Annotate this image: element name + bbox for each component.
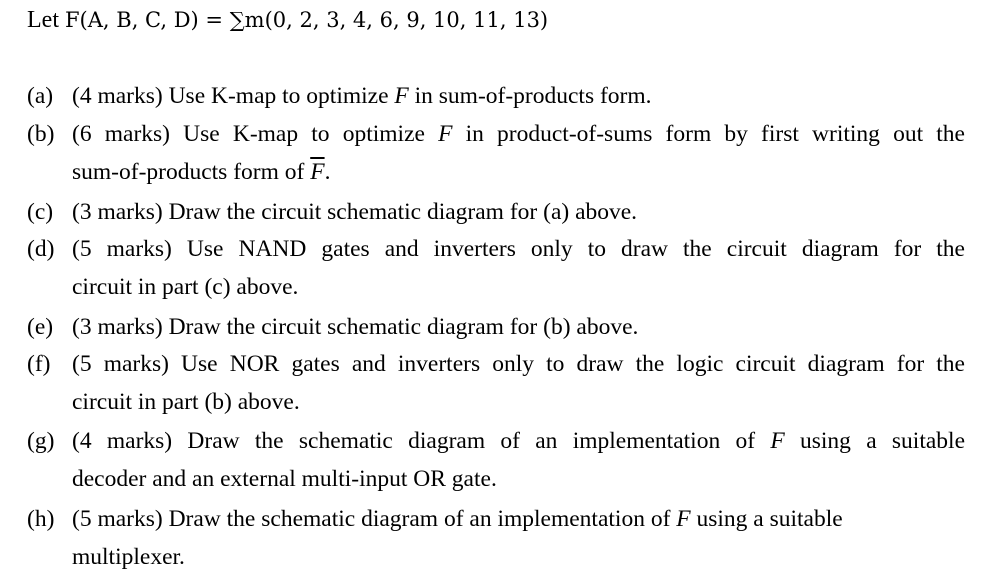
question-text: (3 marks) Draw the circuit schematic diagram for (b) above. [72, 314, 639, 340]
question-f [27, 349, 965, 417]
question-d [27, 234, 965, 302]
question-text: (4 marks) Use K-map to optimize F in sum-of-products form. [72, 83, 652, 109]
question-c [27, 197, 965, 227]
question-label: (f) [27, 351, 51, 377]
question-text: (5 marks) Use NOR gates and inverters only to draw the logic circuit diagram for the [72, 351, 965, 377]
question-g [27, 426, 965, 494]
question-text-continued: decoder and an external multi-input OR gate. [72, 466, 497, 492]
question-b [27, 119, 965, 187]
question-text: (5 marks) Use NAND gates and inverters only to draw the circuit diagram for the [72, 236, 965, 262]
function-definition [27, 4, 548, 36]
question-label: (e) [27, 314, 54, 340]
question-label: (a) [27, 83, 54, 109]
question-text-continued: multiplexer. [72, 544, 185, 570]
minterm-expression: F(A, B, C, D) = ∑m(0, 2, 3, 4, 6, 9, 10, 11, 13) [64, 8, 549, 32]
question-text-continued: circuit in part (b) above. [72, 389, 300, 415]
question-text-continued: circuit in part (c) above. [72, 274, 299, 300]
question-a [27, 81, 965, 111]
intro-prefix: Let [27, 7, 65, 33]
question-h [27, 504, 965, 572]
question-label: (b) [27, 121, 55, 147]
question-text-continued: sum-of-products form of $\overline{F}$. [72, 159, 331, 185]
question-text: (5 marks) Draw the schematic diagram of an implementation of F using a suitable [72, 506, 843, 532]
question-text: (6 marks) Use K-map to optimize F in product-of-sums form by first writing out the [72, 121, 965, 147]
question-label: (d) [27, 236, 55, 262]
question-text: (3 marks) Draw the circuit schematic diagram for (a) above. [72, 199, 638, 225]
question-label: (g) [27, 428, 55, 454]
question-label: (c) [27, 199, 54, 225]
question-text: (4 marks) Draw the schematic diagram of an implementation of F using a suitable [72, 428, 965, 454]
question-e [27, 312, 965, 342]
question-label: (h) [27, 506, 55, 532]
